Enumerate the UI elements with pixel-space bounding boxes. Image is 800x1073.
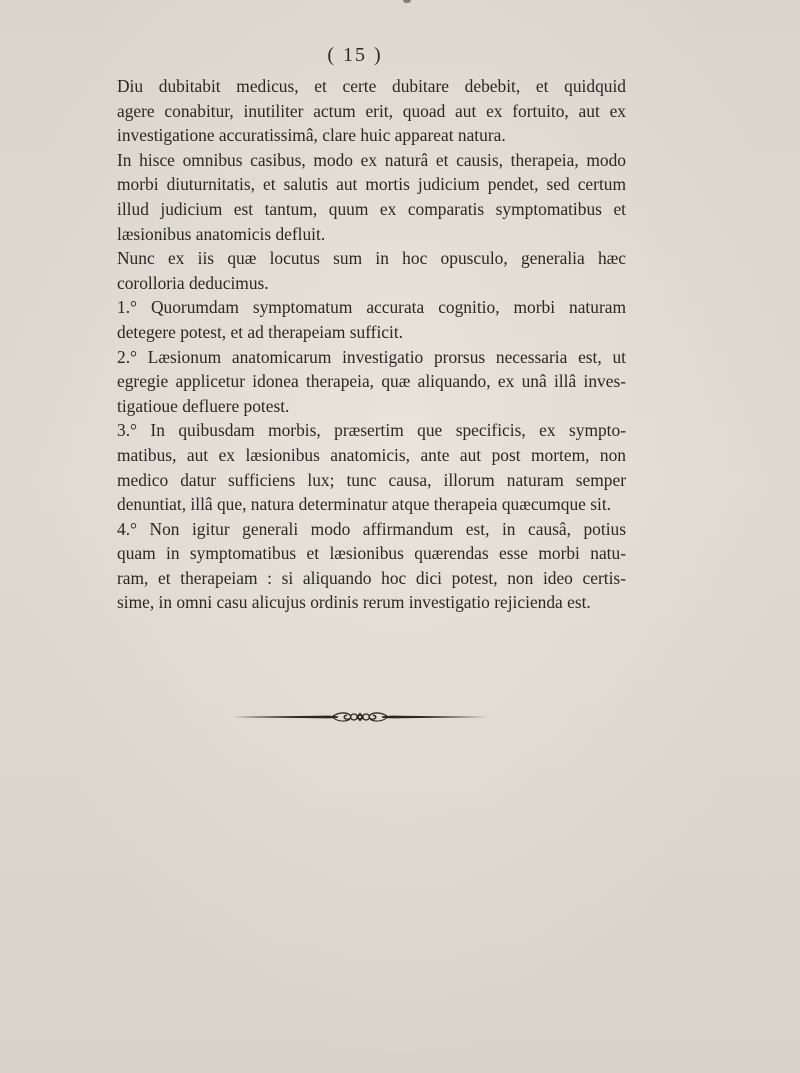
text-line: 2.° Læsionum anatomicarum investigatio prorsus necessaria est, ut [117, 346, 626, 367]
ink-spot [403, 0, 411, 3]
text-line: læsionibus anatomicis defluit. [117, 223, 326, 244]
text-line: ram, et therapeiam : si aliquando hoc dici potest, non ideo certis- [117, 567, 626, 588]
paragraph-6 [117, 418, 626, 516]
page-number: ( 15 ) [327, 44, 383, 66]
paragraph-5 [117, 345, 626, 419]
text-line: medico datur sufficiens lux; tunc causa, illorum naturam semper [117, 469, 626, 490]
text-line: investigatione accuratissimâ, clare huic appareat natura. [117, 125, 506, 146]
tailpiece-ornament-icon [232, 708, 488, 726]
text-line: illud judicium est tantum, quum ex comparatis symptomatibus et [117, 198, 626, 219]
text-line: denuntiat, illâ que, natura determinatur atque therapeia quæcumque sit. [117, 494, 612, 515]
paragraph-3 [117, 246, 626, 295]
text-line: detegere potest, et ad therapeiam sufficit. [117, 321, 404, 342]
paragraph-1 [117, 74, 626, 148]
text-line: 4.° Non igitur generali modo affirmandum est, in causâ, potius [117, 518, 626, 539]
text-line: agere conabitur, inutiliter actum erit, quoad aut ex fortuito, aut ex [117, 100, 626, 121]
text-line: Nunc ex iis quæ locutus sum in hoc opusculo, generalia hæc [117, 248, 626, 269]
paragraph-7 [117, 517, 626, 615]
body-text [117, 74, 626, 615]
text-line: Diu dubitabit medicus, et certe dubitare debebit, et quidquid [117, 76, 626, 96]
text-line: tigatioue defluere potest. [117, 395, 290, 416]
text-line: morbi diuturnitatis, et salutis aut mortis judicium pendet, sed certum [117, 174, 626, 195]
text-line: corolloria deducimus. [117, 272, 269, 293]
paragraph-4 [117, 295, 626, 344]
text-line: sime, in omni casu alicujus ordinis rerum investigatio rejicienda est. [117, 592, 591, 613]
text-line: egregie applicetur idonea therapeia, quæ aliquando, ex unâ illâ inves- [117, 371, 626, 392]
paragraph-2 [117, 148, 626, 246]
text-line: In hisce omnibus casibus, modo ex naturâ et causis, therapeia, modo [117, 149, 626, 170]
text-line: quam in symptomatibus et læsionibus quærendas esse morbi natu- [117, 543, 626, 564]
text-line: matibus, aut ex læsionibus anatomicis, ante aut post mortem, non [117, 444, 626, 465]
text-line: 3.° In quibusdam morbis, præsertim que specificis, ex sympto- [117, 420, 626, 441]
text-line: 1.° Quorumdam symptomatum accurata cognitio, morbi naturam [117, 297, 626, 318]
